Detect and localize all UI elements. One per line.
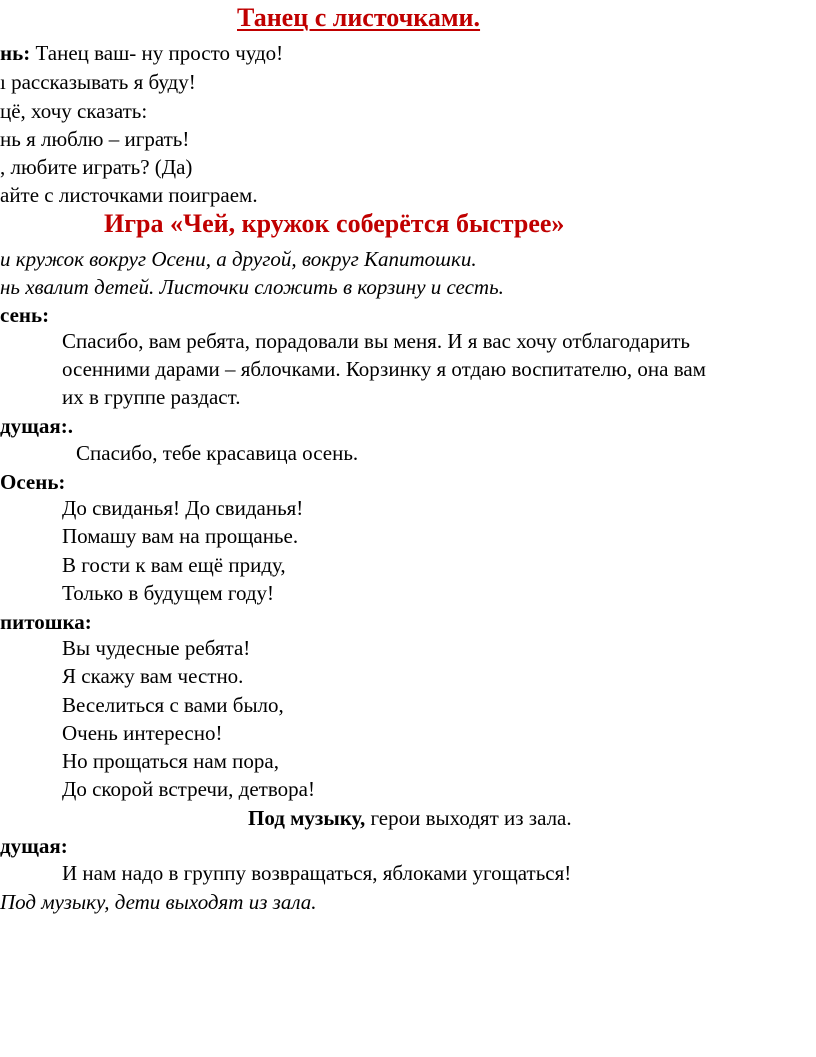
intro-line-1: [0, 39, 283, 67]
autumn-line-2: осенними дарами – яблочками. Корзинку я отдаю воспитателю, она вам: [62, 357, 706, 381]
kapitoshka-line-5: Но прощаться нам пора,: [62, 749, 279, 773]
kapitoshka-line-6: До скорой встречи, детвора!: [62, 777, 315, 801]
game-note-1: и кружок вокруг Осени, а другой, вокруг Капитошки.: [0, 247, 477, 271]
music-direction: [248, 804, 572, 832]
host-label-1: дущая:.: [0, 414, 73, 438]
autumn2-label: Осень:: [0, 470, 66, 494]
host-line-1: Спасибо, тебе красавица осень.: [76, 441, 359, 465]
music-direction-bold: Под музыку,: [248, 806, 366, 830]
document-title: Танец с листочками.: [237, 3, 481, 32]
autumn-line-1: Спасибо, вам ребята, порадовали вы меня. И я вас хочу отблагодарить: [62, 329, 691, 353]
intro-text: Танец ваш- ну просто чудо!: [30, 41, 284, 65]
intro-line-3: цё, хочу сказать:: [0, 99, 148, 123]
autumn2-line-4: Только в будущем году!: [62, 581, 275, 605]
game-note-2: нь хвалит детей. Листочки сложить в корзину и сесть.: [0, 275, 504, 299]
autumn2-line-3: В гости к вам ещё приду,: [62, 553, 286, 577]
kapitoshka-line-3: Веселиться с вами было,: [62, 693, 284, 717]
autumn2-line-2: Помашу вам на прощанье.: [62, 524, 299, 548]
host-line-2: И нам надо в группу возвращаться, яблоками угощаться!: [62, 861, 572, 885]
intro-line-5: , любите играть? (Да): [0, 155, 193, 179]
autumn-line-3: их в группе раздаст.: [62, 385, 241, 409]
autumn-label: сень:: [0, 303, 50, 327]
game-title: Игра «Чей, кружок соберётся быстрее»: [104, 209, 565, 238]
kapitoshka-line-1: Вы чудесные ребята!: [62, 636, 251, 660]
autumn2-line-1: До свиданья! До свиданья!: [62, 496, 304, 520]
host-label-2: дущая:: [0, 834, 68, 858]
intro-line-2: ı рассказывать я буду!: [0, 70, 196, 94]
speaker-label: нь:: [0, 41, 31, 65]
kapitoshka-label: питошка:: [0, 610, 92, 634]
music-direction-rest: герои выходят из зала.: [365, 806, 572, 830]
intro-line-4: нь я люблю – играть!: [0, 127, 190, 151]
intro-line-6: айте с листочками поиграем.: [0, 183, 258, 207]
final-note: Под музыку, дети выходят из зала.: [0, 890, 317, 914]
kapitoshka-line-4: Очень интересно!: [62, 721, 223, 745]
kapitoshka-line-2: Я скажу вам честно.: [62, 664, 244, 688]
